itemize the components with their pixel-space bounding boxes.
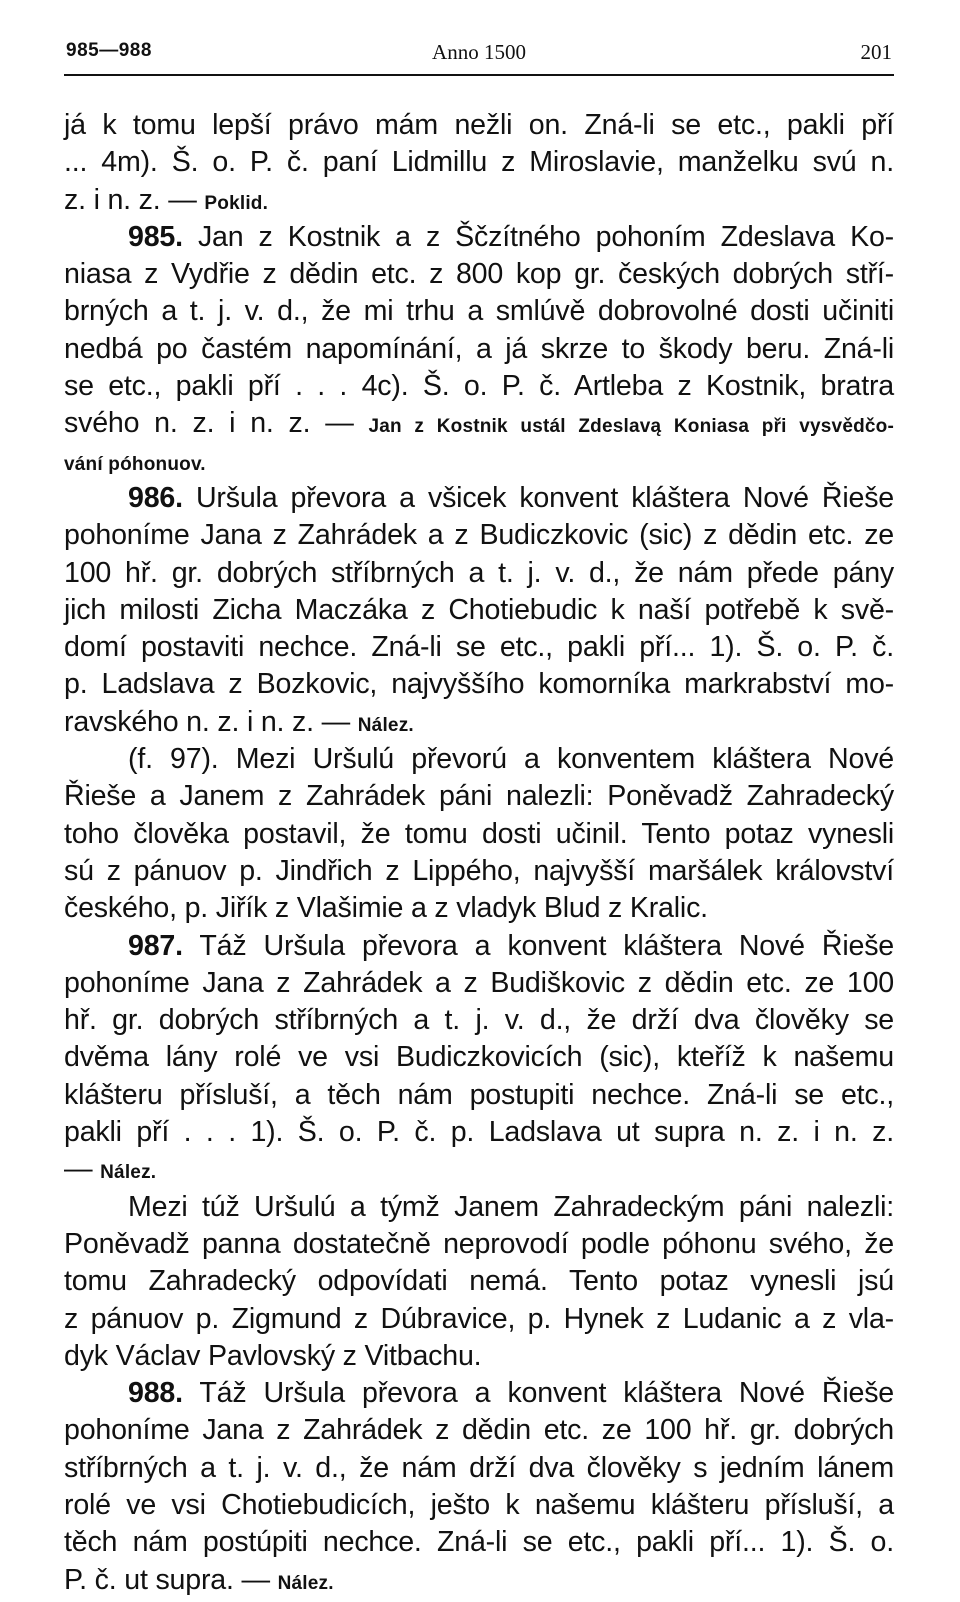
text-line <box>64 107 894 144</box>
text-line <box>64 1114 894 1151</box>
text-line <box>64 629 894 666</box>
line-text: Řieše a Janem z Zahrádek páni nalezli: Poněvadž Zahradecký <box>64 780 894 813</box>
small-text: Nález. <box>357 714 414 736</box>
text-line <box>64 1338 894 1375</box>
line-text: pohoníme Jana z Zahrádek a z Budiczkovic (sic) z dědin etc. ze <box>64 519 894 552</box>
text-line <box>64 1524 894 1561</box>
text-line <box>64 592 894 629</box>
line-text: českého, p. Jiřík z Vlašimie a z vladyk Blud z Kralic. <box>64 892 708 925</box>
line-text: brných a t. j. v. d., že mi trhu a smlúvě dobrovolné dosti učiniti <box>64 295 894 328</box>
small-text: Nález. <box>277 1572 334 1594</box>
text-line <box>64 293 894 330</box>
line-text: pohoníme Jana z Zahrádek z dědin etc. ze 100 hř. gr. dobrých <box>64 1414 894 1447</box>
line-text: z pánuov p. Zigmund z Dúbravice, p. Hynek z Ludanic a z vla- <box>64 1302 894 1335</box>
line-text: pohoníme Jana z Zahrádek a z Budiškovic z dědin etc. ze 100 <box>64 966 894 999</box>
line-text: Jan z Kostnik a z Ščzítného pohoním Zdeslava Ko- <box>182 220 894 253</box>
text-line <box>64 219 894 256</box>
text-line <box>64 816 894 853</box>
line-text: klášteru přísluší, a těch nám postupiti nechce. Zná-li se etc., <box>64 1078 894 1111</box>
line-text: Táž Uršula převora a konvent kláštera Nové Řieše <box>182 1377 894 1410</box>
text-line <box>64 928 894 965</box>
line-text: já k tomu lepší právo mám nežli on. Zná-li se etc., pakli pří <box>64 109 894 141</box>
text-line <box>64 1301 894 1338</box>
text-line <box>64 256 894 293</box>
text-line <box>64 1263 894 1300</box>
line-text: Poněvadž panna dostatečně neprovodí podle póhonu svého, že <box>64 1227 894 1260</box>
entry-number: 985. <box>128 220 183 253</box>
text-line <box>64 666 894 703</box>
text-line <box>64 1412 894 1449</box>
text-line <box>64 480 894 517</box>
line-text: domí postaviti nechce. Zná-li se etc., pakli pří... 1). Š. o. P. č. <box>64 631 894 664</box>
line-text: se etc., pakli pří . . . 4c). Š. o. P. č. Artleba z Kostnik, bratra <box>64 370 894 403</box>
line-text: P. č. ut supra. — <box>64 1563 278 1596</box>
small-text: Poklid. <box>204 192 269 214</box>
entry-number: 988. <box>128 1377 183 1410</box>
entry-number: 987. <box>128 929 183 962</box>
line-text: sú z pánuov p. Jindřich z Lippého, najvyšší maršálek království <box>64 854 894 887</box>
text-line <box>64 331 894 368</box>
line-text: pakli pří . . . 1). Š. o. P. č. p. Ladslava ut supra n. z. i n. z. <box>64 1116 894 1149</box>
line-text: nedbá po častém napomínání, a já skrze to škody beru. Zná-li <box>64 332 894 365</box>
line-text: toho člověka postavil, že tomu dosti učinil. Tento potaz vynesli <box>64 817 894 850</box>
document-page <box>64 34 894 1599</box>
text-line <box>64 1450 894 1487</box>
text-line <box>64 1375 894 1412</box>
running-title: Anno 1500 <box>432 40 526 64</box>
small-text: vání póhonuov. <box>64 453 206 475</box>
text-line <box>64 182 894 219</box>
line-text: z. i n. z. — <box>64 183 205 216</box>
text-line <box>64 890 894 927</box>
line-text: těch nám postúpiti nechce. Zná-li se etc., pakli pří... 1). Š. o. <box>64 1526 894 1559</box>
line-text: — <box>64 1153 101 1186</box>
line-text: Mezi túž Uršulú a týmž Janem Zahradeckým páni nalezli: <box>128 1190 894 1223</box>
text-line <box>64 555 894 592</box>
text-line <box>64 1077 894 1114</box>
line-text: (f. 97). Mezi Uršulú převorú a konventem kláštera Nové <box>128 743 894 776</box>
text-line <box>64 741 894 778</box>
line-text: svého n. z. i n. z. — <box>64 407 369 440</box>
line-text: hř. gr. dobrých stříbrných a t. j. v. d., že drží dva člověky se <box>64 1004 894 1037</box>
line-text: stříbrných a t. j. v. d., že nám drží dva člověky s jedním lánem <box>64 1451 894 1484</box>
line-text: jich milosti Zicha Maczáka z Chotiebudic k naší potřebě k svě- <box>64 593 894 626</box>
document-body <box>64 107 894 1599</box>
text-line <box>64 368 894 405</box>
text-line <box>64 1189 894 1226</box>
text-line <box>64 405 894 442</box>
text-line <box>64 443 894 480</box>
text-line <box>64 853 894 890</box>
line-text: dvěma lány rolé ve vsi Budiczkovicích (sic), kteříž k našemu <box>64 1041 894 1074</box>
line-text: ... 4m). Š. o. P. č. paní Lidmillu z Miroslavie, manželku svú n. <box>64 146 894 179</box>
entry-number: 986. <box>128 481 183 514</box>
small-text: Jan z Kostnik ustál Zdeslavą Koniasa při vysvědčo- <box>368 416 894 438</box>
text-line <box>64 778 894 815</box>
text-line <box>64 965 894 1002</box>
line-text: ravského n. z. i n. z. — <box>64 705 358 738</box>
text-line <box>64 1562 894 1599</box>
text-line <box>64 704 894 741</box>
text-line <box>64 1151 894 1188</box>
entry-range: 985—988 <box>66 40 152 61</box>
small-text: Nález. <box>100 1162 157 1184</box>
line-text: niasa z Vydřie z dědin etc. z 800 kop gr. českých dobrých stří- <box>64 258 894 291</box>
line-text: 100 hř. gr. dobrých stříbrných a t. j. v. d., že nám přede pány <box>64 556 894 589</box>
text-line <box>64 1487 894 1524</box>
line-text: dyk Václav Pavlovský z Vitbachu. <box>64 1339 482 1372</box>
page-header <box>64 34 894 76</box>
text-line <box>64 1002 894 1039</box>
line-text: Táž Uršula převora a konvent kláštera Nové Řieše <box>182 929 894 962</box>
text-line <box>64 517 894 554</box>
text-line <box>64 1039 894 1076</box>
text-line <box>64 1226 894 1263</box>
line-text: rolé ve vsi Chotiebudicích, ješto k našemu klášteru přísluší, a <box>64 1488 894 1521</box>
text-line <box>64 144 894 181</box>
line-text: tomu Zahradecký odpovídati nemá. Tento potaz vynesli jsú <box>64 1265 894 1298</box>
line-text: p. Ladslava z Bozkovic, najvyššího komorníka markrabství mo- <box>64 668 894 701</box>
page-number: 201 <box>860 40 892 64</box>
line-text: Uršula převora a všicek konvent kláštera Nové Řieše <box>182 481 894 514</box>
